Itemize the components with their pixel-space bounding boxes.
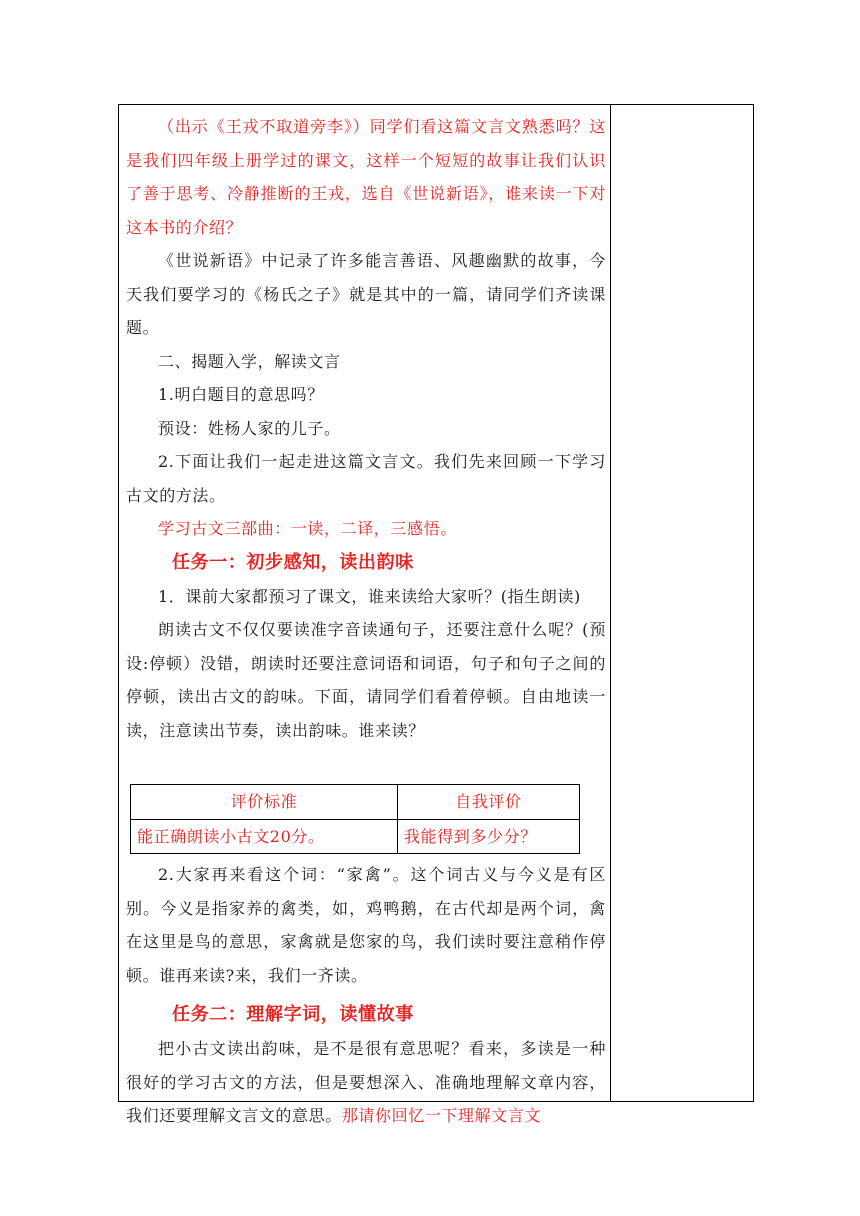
eval-row-self: 我能得到多少分？ — [398, 819, 580, 854]
question-2: 2.下面让我们一起走进这篇文言文。我们先来回顾一下学习古文的方法。 — [126, 452, 606, 505]
evaluation-table — [130, 784, 580, 854]
book-intro-paragraph: 《世说新语》中记录了许多能言善语、风趣幽默的故事，今天我们要学习的《杨氏之子》就是其中的一篇，请同学们齐读课题。 — [126, 251, 606, 337]
column-divider — [610, 104, 611, 1102]
preset-answer: 预设：姓杨人家的儿子。 — [158, 418, 341, 438]
task-2-paragraph — [126, 1032, 606, 1133]
task-1-reading-paragraph: 朗读古文不仅仅要读准字音读通句子，还要注意什么呢？(预设:停顿）没错，朗读时还要注意词语和词语，句子和句子之间的停顿，读出古文的韵味。下面，请同学们看着停顿。自由地读一读，注意读出节奏，读出韵味。谁来读？ — [126, 620, 606, 740]
task-2-heading: 任务二：理解字词，读懂故事 — [172, 1004, 414, 1025]
eval-header-self: 自我评价 — [398, 785, 580, 820]
task-1-step-1: 1．课前大家都预习了课文，谁来读给大家听？(指生朗读) — [158, 586, 581, 606]
method-note: 学习古文三部曲：一读，二译，三感悟。 — [158, 519, 457, 538]
lesson-content — [126, 110, 606, 1133]
task-1-step-2: 2.大家再来看这个词：“家禽”。这个词古义与今义是有区别。今义是指家养的禽类，如，鸡鸭鹅，在古代却是两个词，禽在这里是鸟的意思，家禽就是您家的鸟，我们读时要注意稍作停顿。谁再来读?来，我们一齐读。 — [126, 865, 606, 985]
task-2-red-text: 那请你回忆一下理解文言文 — [341, 1106, 542, 1125]
task-1-heading: 任务一：初步感知，读出韵味 — [172, 551, 414, 573]
eval-row-criteria: 能正确朗读小古文20分。 — [131, 819, 398, 854]
task-2-text: 把小古文读出韵味，是不是很有意思呢？看来，多读是一种很好的学习古文的方法，但是要想深入、准确地理解文章内容，我们还要理解文言文的意思。 — [126, 1039, 606, 1125]
eval-header-criteria: 评价标准 — [131, 785, 398, 820]
section-heading: 二、揭题入学，解读文言 — [158, 351, 341, 371]
question-1: 1.明白题目的意思吗？ — [158, 385, 324, 404]
intro-paragraph: （出示《王戎不取道旁李》）同学们看这篇文言文熟悉吗？这是我们四年级上册学过的课文，这样一个短短的故事让我们认识了善于思考、冷静推断的王戎，选自《世说新语》，谁来读一下对这本书的介绍？ — [126, 117, 606, 237]
